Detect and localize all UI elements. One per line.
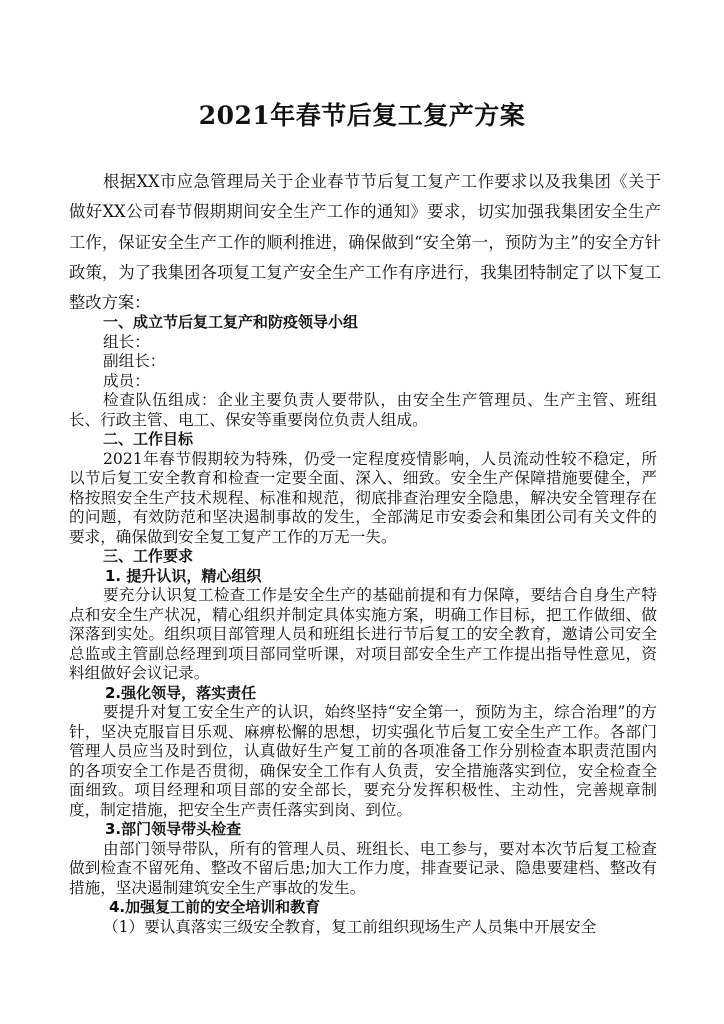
document-title: 2021年春节后复工复产方案 xyxy=(198,101,526,130)
document-body xyxy=(69,313,657,937)
item-1-heading: 1. 提升认识，精心组织 xyxy=(105,566,262,585)
item-1-paragraph: 要充分认识复工检查工作是安全生产的基础前提和有力保障，要结合自身生产特点和安全生产状况，精心组织并制定具体实施方案，明确工作目标，把工作做细、做深落到实处。组织项目部管理人员和班组长进行节后复工的安全教育，邀请公司安全总监或主管副总经理到项目部同堂听课，对项目部安全生产工作提出指导性意见，资料组做好会议记录。 xyxy=(69,586,657,682)
item-4-heading: 4.加强复工前的安全培训和教育 xyxy=(109,898,321,916)
leader-line: 组长： xyxy=(103,332,150,351)
item-4-paragraph: （1）要认真落实三级安全教育，复工前组织现场生产人员集中开展安全 xyxy=(103,917,597,936)
members-line: 成员： xyxy=(103,371,150,390)
section-2-paragraph: 2021年春节假期较为特殊，仍受一定程度疫情影响，人员流动性较不稳定，所以节后复工安全教育和检查一定要全面、深入、细致。安全生产保障措施要健全，严格按照安全生产技术规程、标准和规范，彻底排查治理安全隐患，解决安全管理存在的问题，有效防范和坚决遏制事故的发生，全部满足市安委会和集团公司有关文件的要求，确保做到安全复工复产工作的万无一失。 xyxy=(69,449,657,546)
deputy-line: 副组长： xyxy=(103,352,166,370)
intro-paragraph: 根据XX市应急管理局关于企业春节节后复工复产工作要求以及我集团《关于做好XX公司春节假期期间安全生产工作的通知》要求，切实加强我集团安全生产工作，保证安全生产工作的顺利推进，确保做到“安全第一，预防为主”的安全方针政策，为了我集团各项复工复产安全生产工作有序进行，我集团特制定了以下复工整改方案： xyxy=(69,172,661,313)
item-3-paragraph: 由部门领导带队，所有的管理人员、班组长、电工参与，要对本次节后复工检查做到检查不留死角、整改不留后患;加大工作力度，排查要记录、隐患要建档、整改有措施，坚决遏制建筑安全生产事故的发生。 xyxy=(69,839,657,897)
section-3-heading: 三、工作要求 xyxy=(103,547,194,565)
section-2-heading: 二、工作目标 xyxy=(103,430,194,448)
team-paragraph: 检查队伍组成：企业主要负责人要带队，由安全生产管理员、生产主管、班组长、行政主管、电工、保安等重要岗位负责人组成。 xyxy=(69,391,657,429)
item-3-heading: 3.部门领导带头检查 xyxy=(105,820,242,838)
item-2-heading: 2.强化领导，落实责任 xyxy=(105,683,257,702)
section-1-heading: 一、成立节后复工复产和防疫领导小组 xyxy=(103,313,359,331)
item-2-paragraph: 要提升对复工安全生产的认识，始终坚持“安全第一，预防为主，综合治理”的方针，坚决克服盲目乐观、麻痹松懈的思想，切实强化节后复工安全生产工作。各部门管理人员应当及时到位，认真做好生产复工前的各项准备工作分别检查本职责范围内的各项安全工作是否贯彻，确保安全工作有人负责，安全措施落实到位，安全检查全面细致。项目经理和项目部的安全部长，要充分发挥积极性、主动性，完善规章制度，制定措施，把安全生产责任落实到岗、到位。 xyxy=(69,703,657,819)
